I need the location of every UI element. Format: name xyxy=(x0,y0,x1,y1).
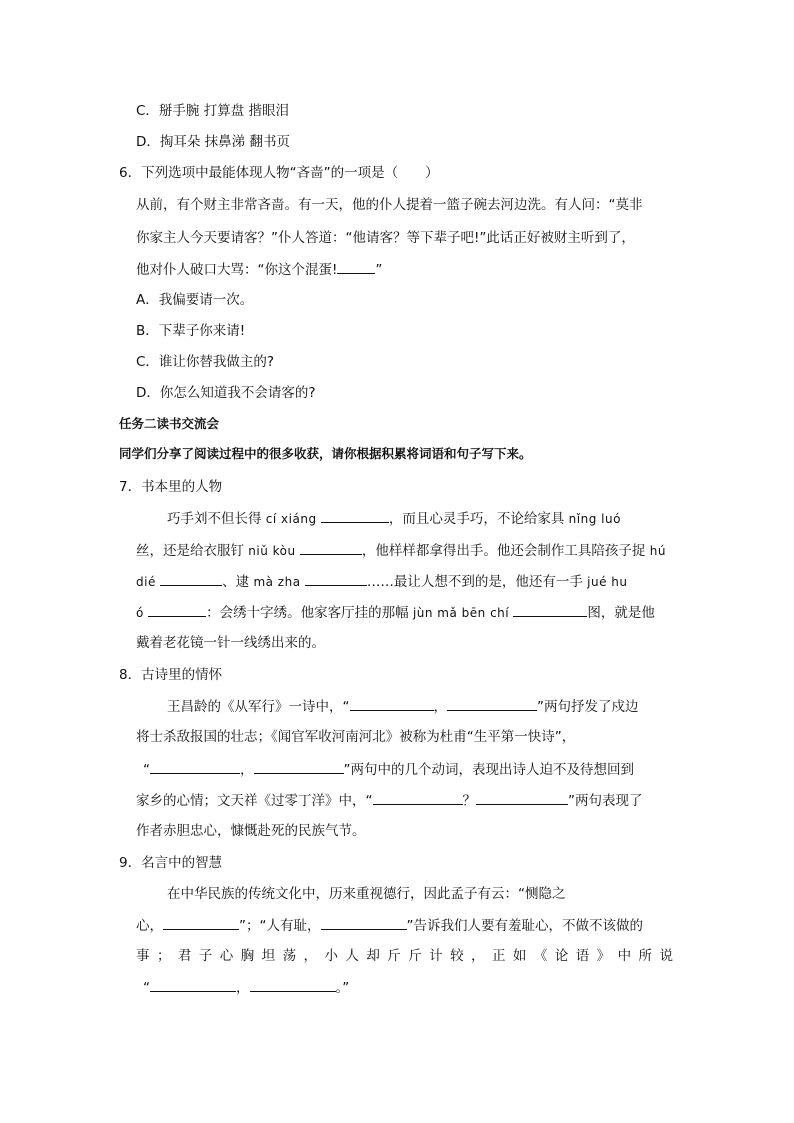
task2-title: 任务二读书交流会 xyxy=(119,416,220,431)
q6-passage-text: 他对仆人破口大骂：“你这个混蛋! xyxy=(136,262,338,278)
q6-answer-blank[interactable] xyxy=(337,259,375,274)
q9-line-3-char: 人 xyxy=(345,948,359,964)
q9-text: 心， xyxy=(136,918,163,934)
q9-line-3-char: 小 xyxy=(324,948,338,964)
q8-text: ”两句中的几个动词，表现出诗人迫不及待想回到 xyxy=(343,762,634,778)
q8-title: 8．古诗里的情怀 xyxy=(119,667,223,683)
q9-line-3-char: 却 xyxy=(366,948,380,964)
q7-blank-mazha[interactable] xyxy=(305,571,367,586)
q7-blank-hudie[interactable] xyxy=(160,571,222,586)
q8-line-2: 将士杀敌报国的壮志；《闻官军收河南河北》被称为杜甫“生平第一快诗”， xyxy=(136,729,576,745)
q9-line-3-char: 荡 xyxy=(282,948,297,964)
q9-line-3-char: 胸 xyxy=(240,948,255,964)
q9-line-3-char: 心 xyxy=(219,948,234,964)
q9-line-3-char: 《 xyxy=(533,948,548,964)
q9-line-3-char: 计 xyxy=(429,948,443,964)
q7-text: ，而且心灵手巧，不论给家具 xyxy=(388,511,565,527)
q7-pinyin-cixiang: cí xiáng xyxy=(265,512,317,526)
q9-line-3-char: 事 xyxy=(136,948,150,964)
q9-text: ， xyxy=(236,980,250,996)
q9-line-3-char: ； xyxy=(156,948,171,964)
q7-blank-cixiang[interactable] xyxy=(321,508,389,523)
q7-pinyin-niukou: niǔ kòu xyxy=(248,544,296,558)
q6-passage-quote-close: ” xyxy=(375,262,383,278)
q7-pinyin-hu: hú xyxy=(649,544,666,558)
q6-option-c: C．谁让你替我做主的? xyxy=(136,354,275,370)
q9-line-3-char: ， xyxy=(303,948,317,964)
q8-line-4 xyxy=(136,790,643,811)
q7-pinyin-ningluo: nǐng luó xyxy=(568,512,621,526)
q8-blank-2[interactable] xyxy=(447,696,537,711)
q6-question: 6．下列选项中最能体现人物“吝啬”的一项是（ ） xyxy=(119,165,439,181)
q9-line-3-char: 所 xyxy=(638,948,652,964)
q9-blank-2[interactable] xyxy=(321,915,407,930)
q7-text: ，他样样都拿得出手。他还会制作工具陪孩子捉 xyxy=(361,543,646,559)
q5-option-d: D．掏耳朵 抹鼻涕 翻书页 xyxy=(136,134,290,150)
q8-text: ， xyxy=(433,699,447,715)
q6-option-a: A．我偏要请一次。 xyxy=(136,292,254,308)
q7-line-2 xyxy=(136,540,666,561)
q7-text: 巧手刘不但长得 xyxy=(167,511,262,527)
q8-blank-4[interactable] xyxy=(254,759,344,774)
q8-text: ”两句抒发了戍边 xyxy=(537,699,639,715)
q6-passage-line-3 xyxy=(136,259,382,280)
q7-line-3 xyxy=(136,571,628,592)
q9-line-3-char: ， xyxy=(471,948,485,964)
q9-line-3-char: 坦 xyxy=(261,948,276,964)
q9-text: ”告诉我们人要有羞耻心，不做不该做的 xyxy=(406,918,643,934)
q7-line-5: 戴着老花镜一针一线绣出来的。 xyxy=(136,635,325,651)
q8-line-5: 作者赤胆忠心，慷慨赴死的民族气节。 xyxy=(136,823,366,839)
q7-pinyin-junmabenchi: jùn mǎ bēn chí xyxy=(412,606,510,620)
q5-option-c: C．掰手腕 打算盘 揩眼泪 xyxy=(136,103,290,119)
q7-text: 丝，还是给衣服钉 xyxy=(136,543,244,559)
q7-text: 图，就是他 xyxy=(587,605,655,621)
q9-line-3-char: 说 xyxy=(659,948,673,964)
q8-text: 王昌龄的《从军行》一诗中，“ xyxy=(167,699,350,715)
q9-line-3-char: 斤 xyxy=(387,948,401,964)
q7-blank-junmabenchi[interactable] xyxy=(513,602,587,617)
q9-line-3-char: 如 xyxy=(512,948,527,964)
q8-text: ”两句表现了 xyxy=(568,793,643,809)
q9-line-3-char: 斤 xyxy=(408,948,422,964)
q7-line-1 xyxy=(167,508,621,529)
q6-option-d: D．你怎么知道我不会请客的? xyxy=(136,385,316,401)
q7-line-4 xyxy=(136,602,655,623)
q9-text: 。” xyxy=(335,980,350,996)
q9-line-3-char: 正 xyxy=(491,948,506,964)
q9-line-3-char: 中 xyxy=(617,948,632,964)
q9-title: 9．名言中的智慧 xyxy=(119,855,223,871)
q9-line-3-char: 语 xyxy=(575,948,590,964)
q9-line-1: 在中华民族的传统文化中，历来重视德行，因此孟子有云：“恻隐之 xyxy=(167,886,566,902)
q9-blank-1[interactable] xyxy=(163,915,239,930)
q9-line-3-char: 子 xyxy=(198,948,213,964)
q8-text: “ xyxy=(143,762,150,778)
q6-passage-line-1: 从前，有个财主非常吝啬。有一天，他的仆人提着一篮子碗去河边洗。有人问：“莫非 xyxy=(136,197,643,213)
q9-line-3-char: 较 xyxy=(450,948,464,964)
q6-option-b: B．下辈子你来请! xyxy=(136,323,246,339)
q8-blank-6[interactable] xyxy=(476,790,568,805)
q8-blank-5[interactable] xyxy=(373,790,463,805)
q8-blank-3[interactable] xyxy=(150,759,240,774)
q7-pinyin-die: dié xyxy=(136,575,156,589)
q9-line-2 xyxy=(136,915,643,936)
q9-line-3-char: 君 xyxy=(177,948,192,964)
q6-passage-line-2: 你家主人今天要请客？”仆人答道：“他请客？等下辈子吧!”此话正好被财主听到了， xyxy=(136,230,635,246)
q7-text: 、逮 xyxy=(222,574,250,590)
task2-instruction: 同学们分享了阅读过程中的很多收获，请你根据积累将词语和句子写下来。 xyxy=(119,446,532,461)
q9-line-3 xyxy=(136,946,673,966)
q7-title: 7．书本里的人物 xyxy=(119,479,223,495)
q8-text: 家乡的心情；文天祥《过零丁洋》中，“ xyxy=(136,793,373,809)
q8-blank-1[interactable] xyxy=(350,696,434,711)
q7-blank-juehuo[interactable] xyxy=(148,602,206,617)
q9-blank-3[interactable] xyxy=(150,977,236,992)
q8-text: ， xyxy=(240,762,254,778)
q9-blank-4[interactable] xyxy=(250,977,336,992)
q7-pinyin-o: ó xyxy=(136,606,144,620)
q7-text: ……最让人想不到的是，他还有一手 xyxy=(366,574,583,590)
q7-pinyin-juehuo: jué hu xyxy=(587,575,628,589)
q9-text: ”；“人有耻， xyxy=(239,918,321,934)
q9-line-3-char: 论 xyxy=(554,948,569,964)
q9-line-3-char: 》 xyxy=(596,948,611,964)
q8-text: ？ xyxy=(462,793,476,809)
q7-text: ：会绣十字绣。他家客厅挂的那幅 xyxy=(206,605,409,621)
q7-pinyin-mazha: mà zha xyxy=(253,575,301,589)
q9-line-4 xyxy=(143,977,349,998)
q8-line-3 xyxy=(143,759,634,780)
q8-line-1 xyxy=(167,696,639,717)
q7-blank-niukou[interactable] xyxy=(300,540,362,555)
q9-text: “ xyxy=(143,980,150,996)
